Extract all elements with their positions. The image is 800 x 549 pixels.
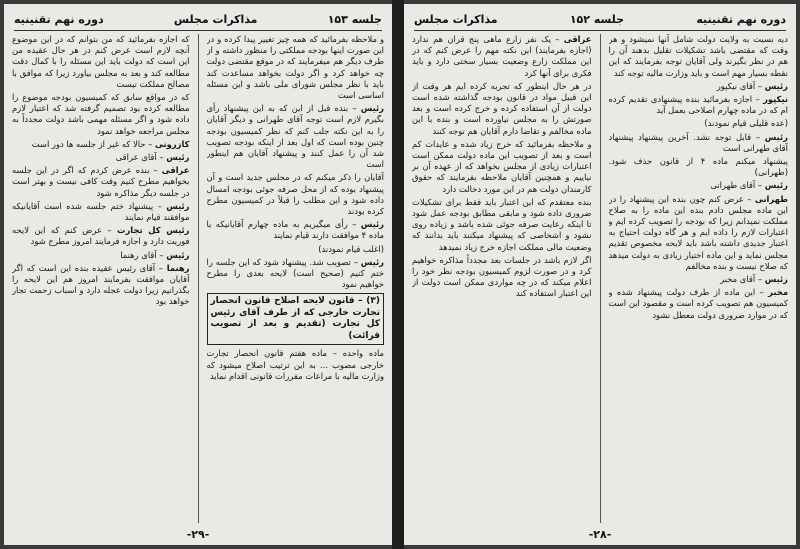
paragraph <box>207 257 385 291</box>
right-page-header <box>414 10 786 31</box>
right-page-right-column <box>609 34 789 523</box>
left-left-col-paras <box>12 34 190 308</box>
paragraph-text: – یک نفر زارع ماهی پنج قران هم ندارد (اجازه بفرمایند) این نکته مهم را عرض کنم که در این مملکت زارع وضعیت بسیار سختی دارد و باید فکری برای آنها کرد <box>412 34 592 78</box>
paragraph-text: – بنده عرض کردم که اگر در این جلسه بخواهیم مطرح کنیم وقت کافی نیست و بهتر است در جلسه دیگر مذاکره شود <box>12 165 190 198</box>
speaker-name: رئیس <box>166 200 190 211</box>
paragraph <box>207 103 385 170</box>
paragraph <box>609 94 789 116</box>
left-right-col-paras <box>207 34 385 290</box>
paragraph-text: – آقای طهرانی <box>710 180 763 191</box>
column-divider <box>600 34 601 523</box>
left-page-header <box>14 10 382 31</box>
paragraph <box>207 34 385 101</box>
speaker-name: رئیس <box>360 219 384 230</box>
paragraph-text: (اغلب قیام نمودند) <box>318 243 384 254</box>
paragraph <box>609 34 789 79</box>
paragraph-text: – رأی میگیریم به ماده چهارم آقایانیکه با ماده ۴ موافقت دارند قیام نمایند <box>206 219 384 241</box>
paragraph <box>412 255 592 300</box>
paragraph <box>412 139 592 195</box>
right-header-term: دوره نهم تقنینیه <box>696 12 786 26</box>
paragraph-text: – آقای رهنما <box>120 249 164 260</box>
left-page-left-column <box>12 34 190 523</box>
paragraph-text: و ملاحظه بفرمائید که همه چیز تغییر پیدا کرده و در این صورت اینها بودجه مملکتی را منظور داشته و از طرف دیگر هم میفرمایند که در موقع مقتضی دولت چه خواهد کرد و اگر دولت بخواهد مساعدت کند باید با نظر مجلس شورای ملی باشد و این مسئله اساسی است <box>206 34 384 101</box>
right-page-columns <box>412 34 788 523</box>
paragraph-text: – آقای مخبر <box>720 274 763 285</box>
paragraph <box>609 132 789 154</box>
paragraph-text: – آقای نیکپور <box>716 80 763 91</box>
paragraph <box>609 118 789 129</box>
right-right-col-paras <box>609 34 789 321</box>
speaker-name: رئیس کل تجارت <box>117 225 190 236</box>
speaker-name: عراقی <box>563 34 592 44</box>
paragraph-text: – پیشنهاد ختم جلسه شده است آقایانیکه موافقند قیام نمایند <box>12 200 190 223</box>
paragraph-text: – عرض کنم که این لایحه فوریت دارد و اجازه فرمایند امروز مطرح شود <box>12 225 190 247</box>
paragraph <box>12 139 190 150</box>
paragraph-text: بنده معتقدم که این اعتبار باید فقط برای تشکیلات ضروری داده شود و مابقی مطابق بودجه عمل شود تا اینکه رعایت صرفه جوئی شده باشد و زیاده روی نشود و اشخاصی که پیشنهاد میکنند باید بدانند که وضعیت مالی مملکت اجازه خرج زیاد نمیدهد <box>412 196 592 252</box>
left-header-session: جلسه ۱۵۳ <box>327 12 382 26</box>
paragraph-text: – عرض کنم چون بنده این پیشنهاد را در این ماده مجلس دادم بنده این ماده را به صلاح مملکت نمیدانم زیرا که بودجه را تصویب کرده ایم و اعتبارات لازم را داده ایم و هر گاه دولت احتیاج به اعتبار جدیدی داشته باشد باید لایحه مخصوص تقدیم مجلس نماید و این ماده اختیار زیادی به دولت میدهد که صلاح نیست و بنده مخالفم <box>608 193 788 271</box>
speaker-name: طهرانی <box>754 193 788 204</box>
paragraph <box>609 81 789 92</box>
paragraph <box>207 244 385 255</box>
left-page-right-column <box>207 34 385 523</box>
paragraph <box>609 156 789 178</box>
paragraph <box>412 197 592 253</box>
paragraph <box>12 225 190 247</box>
paragraph-text: – تصویب شد. پیشنهاد شود که این جلسه را ختم کنیم (صحیح است) لایحه بعدی را مطرح خواهیم نمود <box>206 256 384 290</box>
speaker-name: رئیس <box>764 80 788 91</box>
right-page-left-column <box>412 34 592 523</box>
right-header-title: مذاکرات مجلس <box>414 12 498 26</box>
right-header-session: جلسه ۱۵۲ <box>569 12 625 26</box>
paragraph <box>412 81 592 137</box>
speaker-name: رهنما <box>166 262 190 273</box>
paragraph-text: – آقای رئیس عقیده بنده این است که اگر آقایان موافقت بفرمایند امروز هم این لایحه را بگذرانیم زیرا دولت عجله دارد و اسباب زحمت تجار خواهد بود <box>12 262 190 307</box>
paragraph-text: پیشنهاد میکنم ماده ۴ از قانون حذف شود. (طهرانی) <box>608 156 788 178</box>
paragraph <box>12 201 190 223</box>
paragraph <box>12 263 190 308</box>
paragraph-text: دیه نسبت به ولایت دولت شامل آنها نمیشود و هر وقت که مقتضی باشد تشکیلات تقلیل بدهند آن را هم در نظر بگیرند ولی آقایان توجه بفرمایند که این نقطه بسیار مهم است و باید وزارت مالیه توجه کند <box>608 34 788 78</box>
paragraph-text: – بنده قبل از این که به این پیشنهاد رأی بگیرم لازم است توجه آقای طهرانی و دیگر آقایان را به این نکته جلب کنم که نظر کمیسیون بودجه چنین بوده است که اول بعد از اینکه بودجه تصویب شد آن را عمل کنند و پیشنهاد آقایان هم اینطور است <box>206 103 384 170</box>
left-page-columns <box>12 34 384 523</box>
paragraph <box>12 34 190 90</box>
left-page <box>4 4 392 545</box>
speaker-name: رئیس <box>764 180 788 191</box>
paragraph-text: ماده واحده – ماده هفتم قانون انحصار تجارت خارجی مصوب ... به این ترتیب اصلاح میشود که وزارت مالیه با مراعات مقررات قانونی اقدام نماید <box>206 348 384 381</box>
paragraph-text: اگر لازم باشد در جلسات بعد مجدداً مذاکره خواهیم کرد و در صورت لزوم کمیسیون بودجه نظر خود را اعلام میکند که در چه مواردی ممکن است دولت از این اعتبار استفاده کند <box>412 254 592 299</box>
paragraph <box>12 92 190 137</box>
paragraph-text: در هر حال اینطور که تجربه کرده ایم هر وقت از این قبیل مواد در قانون بودجه گذاشته شده است دولت از آن استفاده کرده و خرج کرده است و بعد صورتش را به مجلس نیاورده است و بنده با این ماده مخالفم و تقاضا دارم آقایان هم توجه کنند <box>412 80 592 136</box>
paragraph-text: – حالا که غیر از جلسه ها دور است <box>31 138 153 149</box>
speaker-name: نیکپور <box>763 94 788 105</box>
paragraph-text: که در مواقع سابق که کمیسیون بودجه موضوع را مطالعه کرده بود تصمیم گرفته شد که اعتبار لازم داده شود و اگر مسئله مهمی باشد دولت مجدداً به مجلس مراجعه خواهد نمود <box>12 92 190 136</box>
left-header-title: مذاکرات مجلس <box>173 12 258 26</box>
right-left-col-paras <box>412 34 592 300</box>
paragraph <box>12 250 190 261</box>
speaker-name: رئیس <box>166 249 190 260</box>
paragraph <box>609 274 789 285</box>
paragraph <box>412 34 592 79</box>
column-divider <box>198 34 199 523</box>
left-header-term: دوره نهم تقنینیه <box>14 12 104 26</box>
speaker-name: رئیس <box>166 152 190 163</box>
right-page <box>404 4 796 545</box>
bill-title-box: (۳) – قانون لایحه اصلاح قانون انحصار تجارت خارجی که از طرف آقای رئیس کل تجارت (تقدیم و بعد از تصویب قرائت) <box>207 293 385 345</box>
paragraph <box>609 194 789 272</box>
paragraph-text: و ملاحظه بفرمائید که خرج زیاد شده و عایدات کم است و بعد از تصویب این ماده دولت ممکن است اعتبارات زیادی از مجلس بخواهد که از عهده آن بر نیاییم و همچنین آقایان ملاحظه بفرمایند که حقوق کارمندان دولت هم در این مورد دخالت دارد <box>412 138 592 194</box>
paragraph-text: آقایان را ذکر میکنم که در مجلس جدید است و آن پیشنهاد بوده که از محل صرفه جوئی بودجه امسال داده شود و این مطلب را قبلاً در کمیسیون مطرح کرده بودند <box>206 172 384 217</box>
paragraph-text: – این ماده از طرف دولت پیشنهاد شده و کمیسیون هم تصویب کرده است و مقصود این است که در موارد ضروری دولت معطل نشود <box>608 287 788 320</box>
paragraph-text: – آقای عراقی <box>115 152 164 163</box>
paragraph <box>609 287 789 321</box>
speaker-name: عراقی <box>161 165 190 176</box>
paragraph <box>609 180 789 191</box>
paragraph <box>207 219 385 241</box>
right-page-number: -۲۸- <box>588 528 612 541</box>
paragraph-text: که اجازه بفرمائید که من بتوانم که در این موضوع آنچه لازم است عرض کنم در هر حال عقیده من این است که دولت باید این مسئله را با کمال دقت مطالعه کند و بعد به مجلس بیاورد زیرا که موافق با مصالح مملکت نیست <box>12 34 190 89</box>
speaker-name: رئیس <box>360 256 384 267</box>
speaker-name: رئیس <box>764 274 788 285</box>
paragraph <box>12 152 190 163</box>
paragraph-text: – قابل توجه نشد. آخرین پیشنهاد پیشنهاد آقای طهرانی است <box>608 131 788 153</box>
speaker-name: مخبر <box>768 287 788 298</box>
paragraph-text: (عده قلیلی قیام نمودند) <box>704 118 788 129</box>
paragraph <box>12 165 190 199</box>
speaker-name: کازرونی <box>155 138 190 149</box>
left-page-number: -۲۹- <box>186 528 210 541</box>
paragraph <box>207 348 385 382</box>
left-right-col-paras-after <box>207 348 385 382</box>
speaker-name: رئیس <box>360 103 384 114</box>
paragraph <box>207 172 385 217</box>
speaker-name: رئیس <box>764 131 788 142</box>
paragraph-text: – اجازه بفرمائید بنده پیشنهادی تقدیم کرده ام که در ماده چهارم اصلاحی بعمل آید <box>608 94 788 116</box>
book-gutter <box>392 0 404 549</box>
